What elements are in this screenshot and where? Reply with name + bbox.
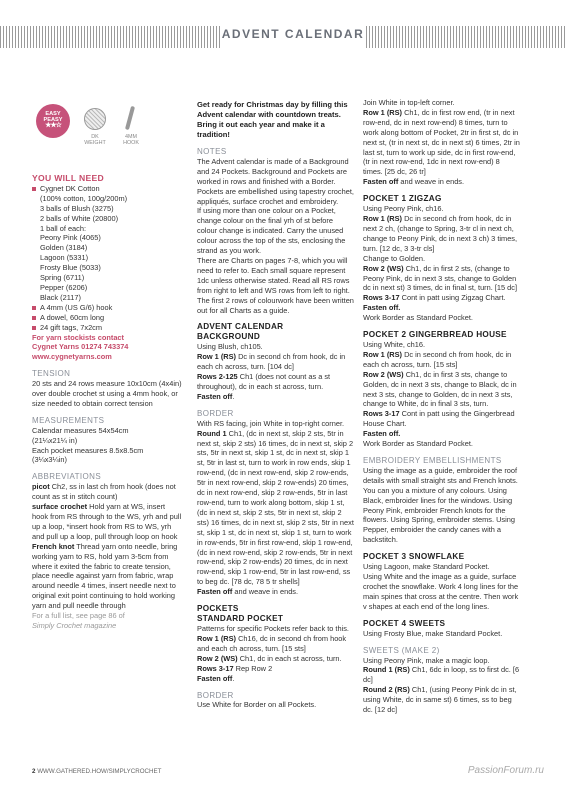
border-heading: BORDER xyxy=(197,408,234,418)
page-header xyxy=(0,22,566,52)
hook-size-label: 4MM HOOK xyxy=(123,134,139,146)
column-requirements xyxy=(32,170,182,631)
pocket-3-heading: POCKET 3 SNOWFLAKE xyxy=(363,552,465,562)
instruction: Fasten off and weave in ends. xyxy=(363,177,465,187)
stockists-link[interactable]: www.cygnetyarns.com xyxy=(32,352,112,362)
pocket-4-heading: POCKET 4 SWEETS xyxy=(363,618,446,628)
instruction: Change to Golden. xyxy=(363,253,426,263)
notes-text: If using more than one colour on a Pocket, change colour on the final yrh of st before colour change is indicated. Carry the unused colour across the top of the sts, enclosing the strand as you work. xyxy=(197,206,346,256)
materials-dowel: A dowel, 60cm long xyxy=(32,313,182,323)
instruction: Row 1 (RS) Ch1, dc in first row end, (tr in next row-end, dc in next row-end) 8 times, turn to work along bottom of Pocket, 2tr in first st, dc in next st, (tr in next st, dc in next st) 6 times, 2tr in last st, turn to work up side, dc in first row-end, (tr in next row-end, 1dc in next row-end) 8 times. [25 dc, 26 tr] xyxy=(363,107,520,177)
notes-heading: NOTES xyxy=(197,147,227,156)
instruction: Patterns for specific Pockets refer back to this. xyxy=(197,624,349,634)
intro-lead: Get ready for Christmas day by filling this Advent calendar with countdown treats. Bring it out each year and make it a tradition! xyxy=(197,100,348,139)
instruction: With RS facing, join White in top-right corner. xyxy=(197,418,345,428)
column-pockets xyxy=(363,98,521,715)
instruction: Round 1 Ch1, (dc in next st, skip 2 sts, 5tr in next st, skip 2 sts) 16 times, dc in next st, skip 2 sts, 5tr in next st, skip 1 st, dc in next st, skip 1 st, 5tr in last st, turn to work in row ends, skip 1 row-end, (dc in next row-end, skip 2 row-ends, 5tr in next row-end, skip 2 row-ends) 20 times, dc in next row-end, skip 2 row-ends, 5tr in last row-end, turn to work along bottom, skip 1 st, (dc in next st, skip 2 sts, 5tr in next st, skip 2 sts) 16 times, dc in next st, skip 2 sts, 5tr in next st, skip 1 st, dc in next st, skip 1 st, turn to work in row-ends, 5tr in first row-end, skip 1 row-end, (dc in next row-end, skip 2 row-ends, 5tr in next row-end, skip 2 row-ends) 20 times, dc in next row-end, skip 1 row-end, 5tr in last row-end, ss to beg dc. [78 dc, 78 5 tr shells] xyxy=(197,428,354,587)
instruction: Rows 2-125 Ch1 (does not count as a st throughout), dc in each st across, turn. xyxy=(197,372,331,392)
pocket-2-heading: POCKET 2 GINGERBREAD HOUSE xyxy=(363,330,507,340)
materials-tags: 24 gift tags, 7x2cm xyxy=(32,323,182,333)
instruction: Using Blush, ch105. xyxy=(197,342,263,352)
instruction: Fasten off. xyxy=(197,391,235,401)
yarn-weight-label: DK WEIGHT xyxy=(84,134,106,146)
page-title: ADVENT CALENDAR xyxy=(221,27,365,41)
watermark: PassionForum.ru xyxy=(467,765,544,776)
tension-text: 20 sts and 24 rows measure 10x10cm (4x4in) over double crochet st using a 4mm hook, or size needed to obtain correct tension xyxy=(32,379,182,408)
easy-peasy-badge: EASY PEASY ★★☆ xyxy=(36,104,70,138)
star-icon: ★★☆ xyxy=(45,122,61,129)
instruction: Using Peony Pink, ch16. xyxy=(363,204,444,214)
yarn-ball-icon xyxy=(84,108,106,130)
instruction: Work Border as Standard Pocket. xyxy=(363,439,473,449)
measurement-line: Each pocket measures 8.5x8.5cm xyxy=(32,445,144,455)
instruction: Round 1 (RS) Ch1, 6dc in loop, ss to first dc. [6 dc] xyxy=(363,665,520,685)
measurement-line: (21¼x21¼ in) xyxy=(32,435,78,445)
abbr-picot: picot Ch2, ss in last ch from hook (does not count as st in stitch count) xyxy=(32,482,176,502)
measurement-line: (3¼x3¼in) xyxy=(32,455,67,465)
abbr-french-knot: French knot Thread yarn onto needle, bring working yarn to RS, hold yarn 3-5cm from where it exited the fabric to create tension, place needle against yarn from fabric, wrap around needle 4 times, insert needle next to original exit point continuing to hold working yarn and pull needle through xyxy=(32,541,178,611)
abbreviations-heading: ABBREVIATIONS xyxy=(32,472,102,482)
instruction: Using White, ch16. xyxy=(363,340,426,350)
instruction: Using the image as a guide, embroider the roof details with small straight sts and French knots. You can you a mixture of any colours. Using Black, embroider lines for the windows. Using Peony Pink, embroider French knots for the flowers. Using Spring, embroider stems. Using Pepper, embroider the candy canes with a backstitch. xyxy=(363,465,518,545)
instruction: Fasten off. xyxy=(363,303,401,313)
page-footer xyxy=(32,768,161,775)
notes-text: There are Charts on pages 7-8, which you will need to refer to. Each small square represent 1dc unless otherwise stated. Read all RS rows from right to left and WS rows from left to right. The first 2 rows of colourwork have been written out for all Charts as a guide. xyxy=(197,255,354,315)
instruction: Work Border as Standard Pocket. xyxy=(363,313,473,323)
difficulty-icons xyxy=(34,96,184,156)
instruction: Row 1 (RS) Dc in second ch from hook, dc in next 2 ch, (change to Spring, 3-tr cl in next ch, change to Peony Pink, dc in next 3 ch) 3 times, turn. [12 dc, 3 3-tr cls] xyxy=(363,214,518,253)
header-stripes-right xyxy=(366,26,566,48)
pocket-1-heading: POCKET 1 ZIGZAG xyxy=(363,194,442,204)
footer-url[interactable]: WWW.GATHERED.HOW/SIMPLYCROCHET xyxy=(37,768,162,775)
instruction: Fasten off. xyxy=(197,673,235,683)
embroidery-heading: EMBROIDERY EMBELLISHMENTS xyxy=(363,456,502,465)
measurement-line: Calendar measures 54x54cm xyxy=(32,425,129,435)
background-heading: ADVENT CALENDAR BACKGROUND xyxy=(197,322,284,342)
full-list-note: For a full list, see page 86 of Simply Crochet magazine xyxy=(32,611,125,630)
tension-heading: TENSION xyxy=(32,369,71,379)
instruction: Round 2 (RS) Ch1, (using Peony Pink dc in st, using White, dc in same st) 6 times, ss to beg dc. [12 dc] xyxy=(363,685,517,715)
instruction: Rows 3-17 Rep Row 2 xyxy=(197,663,273,673)
measurements-heading: MEASUREMENTS xyxy=(32,415,105,425)
instruction: Rows 3-17 Cont in patt using the Gingerbread House Chart. xyxy=(363,409,515,429)
pocket-border-heading: BORDER xyxy=(197,690,234,700)
instruction: Row 2 (WS) Ch1, dc in each st across, turn. xyxy=(197,653,342,663)
instruction: Row 1 (RS) Dc in second ch from hook, dc in each ch across, turn. [104 dc] xyxy=(197,352,346,372)
instruction: Using Frosty Blue, make Standard Pocket. xyxy=(363,628,503,638)
instruction: Row 1 (RS) Dc in second ch from hook, dc in each ch across, turn. [15 sts] xyxy=(363,349,512,369)
sweets-heading: SWEETS (MAKE 2) xyxy=(363,645,440,655)
notes-text: The Advent calendar is made of a Background and 24 Pockets. Background and Pockets are worked in rows and finished with a Border. Pockets are embellished using tapestry crochet, appliqués, surface crochet and embroidery. xyxy=(197,156,354,206)
abbr-surface-crochet: surface crochet Hold yarn at WS, insert hook from RS through to the WS, yrh and pull up a loop, *insert hook from RS to WS, yrh and pull up a loop, pull through loop on hook xyxy=(32,502,182,541)
column-pattern-main xyxy=(197,98,355,710)
you-will-need-heading: YOU WILL NEED xyxy=(32,173,105,183)
instruction: Fasten off and weave in ends. xyxy=(197,587,299,597)
header-stripes-left xyxy=(0,26,220,48)
instruction: Fasten off. xyxy=(363,429,401,439)
instruction: Row 2 (WS) Ch1, dc in first 2 sts, (change to Peony Pink, dc in next 3 sts, change to Golden dc in next st) 3 times, dc in final st, turn. [15 dc] xyxy=(363,263,518,293)
materials-yarn: Cygnet DK Cotton (100% cotton, 100g/200m) 3 balls of Blush (3275) 2 balls of White (20800) 1 ball of each: Peony Pink (4065) Golden (3184) Lagoon (5331) Frosty Blue (5033) Spring (6711) Pepper (6206) Black (2117) xyxy=(32,184,182,303)
instruction: Join White in top-left corner. xyxy=(363,98,455,107)
instruction: Using White and the image as a guide, surface crochet the snowflake. Work 4 long lines for the main spines that cross at the centre. Then work v shapes at each end of the long lines. xyxy=(363,572,519,611)
pockets-heading: POCKETS STANDARD POCKET xyxy=(197,604,284,624)
crochet-hook-icon xyxy=(125,106,135,130)
page-number: 2 xyxy=(32,768,36,775)
stockists: For yarn stockists contact Cygnet Yarns 01274 743374 www.cygnetyarns.com xyxy=(32,333,182,363)
instruction: Using Peony Pink, make a magic loop. xyxy=(363,655,490,665)
materials-hook: A 4mm (US G/6) hook xyxy=(32,303,182,313)
instruction: Row 1 (RS) Ch16, dc in second ch from hook and each ch across, turn. [15 sts] xyxy=(197,633,347,653)
instruction: Use White for Border on all Pockets. xyxy=(197,700,317,710)
instruction: Rows 3-17 Cont in patt using Zigzag Chart. xyxy=(363,293,506,303)
instruction: Row 2 (WS) Ch1, dc in first 3 sts, change to Golden, dc in next 3 sts, change to Black, dc in next 3 sts, change to Golden, dc in next 3 sts, change to White, dc in final 3 sts, turn. xyxy=(363,369,517,409)
instruction: Using Lagoon, make Standard Pocket. xyxy=(363,562,490,572)
